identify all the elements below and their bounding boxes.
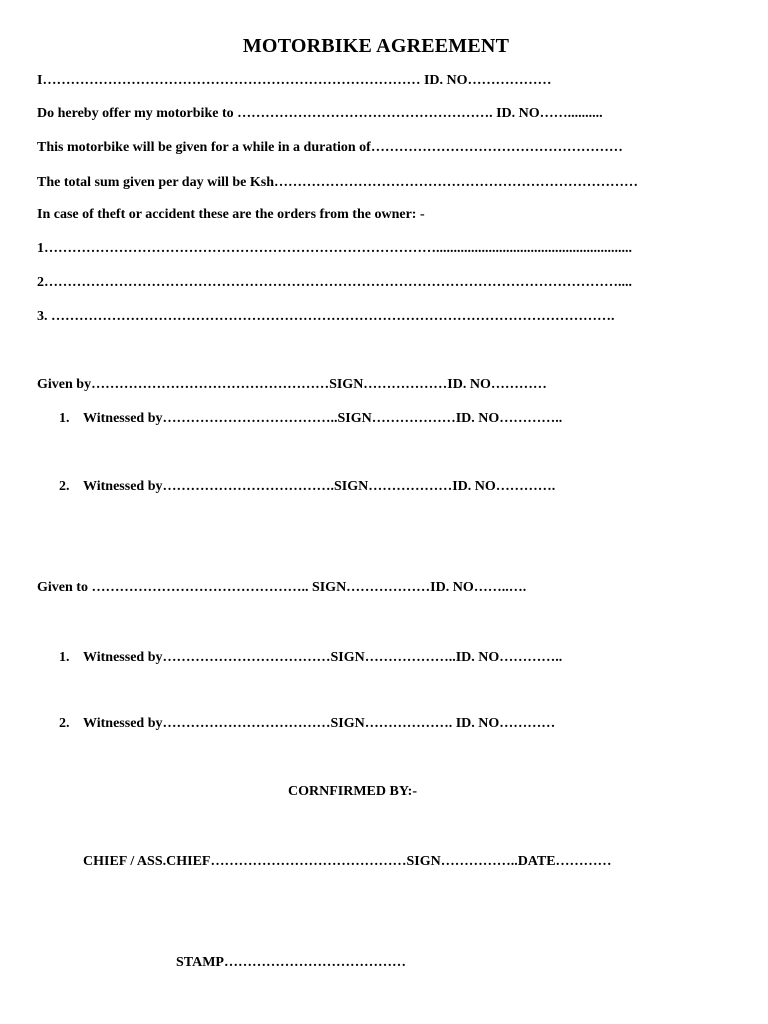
confirmed-heading: CORNFIRMED BY:- [288, 784, 417, 799]
stamp-line: STAMP………………………………… [176, 955, 406, 970]
order-line-1: 1…………………………………………………………………………........................................................ [37, 241, 632, 256]
document-title: MOTORBIKE AGREEMENT [242, 35, 510, 57]
list-number: 2. [59, 479, 70, 494]
given-by-witness-2 [59, 479, 555, 495]
given-by-line: Given by……………………………………………SIGN………………ID. NO………… [37, 377, 547, 392]
given-by-witness-1 [59, 411, 562, 427]
given-to-witness-1 [59, 650, 562, 666]
witness-line: Witnessed by………………………………SIGN………………. ID. NO………… [83, 716, 556, 731]
orders-intro: In case of theft or accident these are the orders from the owner: - [37, 207, 425, 222]
owner-line: I……………………………………………………………………… ID. NO……………… [37, 73, 552, 88]
sum-line: The total sum given per day will be Ksh…………………………………………………………………… [37, 175, 638, 190]
witness-line: Witnessed by………………………………SIGN………………..ID. NO………….. [83, 650, 563, 665]
offer-line: Do hereby offer my motorbike to ………………………………………………. ID. NO…….......... [37, 106, 603, 121]
list-number: 1. [59, 650, 70, 665]
given-to-witness-2 [59, 716, 555, 732]
witness-line: Witnessed by……………………………….SIGN………………ID. NO…………. [83, 479, 556, 494]
order-line-3: 3. …………………………………………………………………………………………………………. [37, 309, 615, 324]
duration-line: This motorbike will be given for a while in a duration of……………………………………………… [37, 140, 623, 155]
list-number: 1. [59, 411, 70, 426]
list-number: 2. [59, 716, 70, 731]
witness-line: Witnessed by………………………………..SIGN………………ID. NO………….. [83, 411, 563, 426]
chief-line: CHIEF / ASS.CHIEF……………………………………SIGN……………..DATE………… [83, 854, 612, 869]
given-to-line: Given to ……………………………………….. SIGN………………ID. NO……..…. [37, 580, 527, 595]
order-line-2: 2…………………………………………………………………………………………………………….... [37, 275, 632, 290]
